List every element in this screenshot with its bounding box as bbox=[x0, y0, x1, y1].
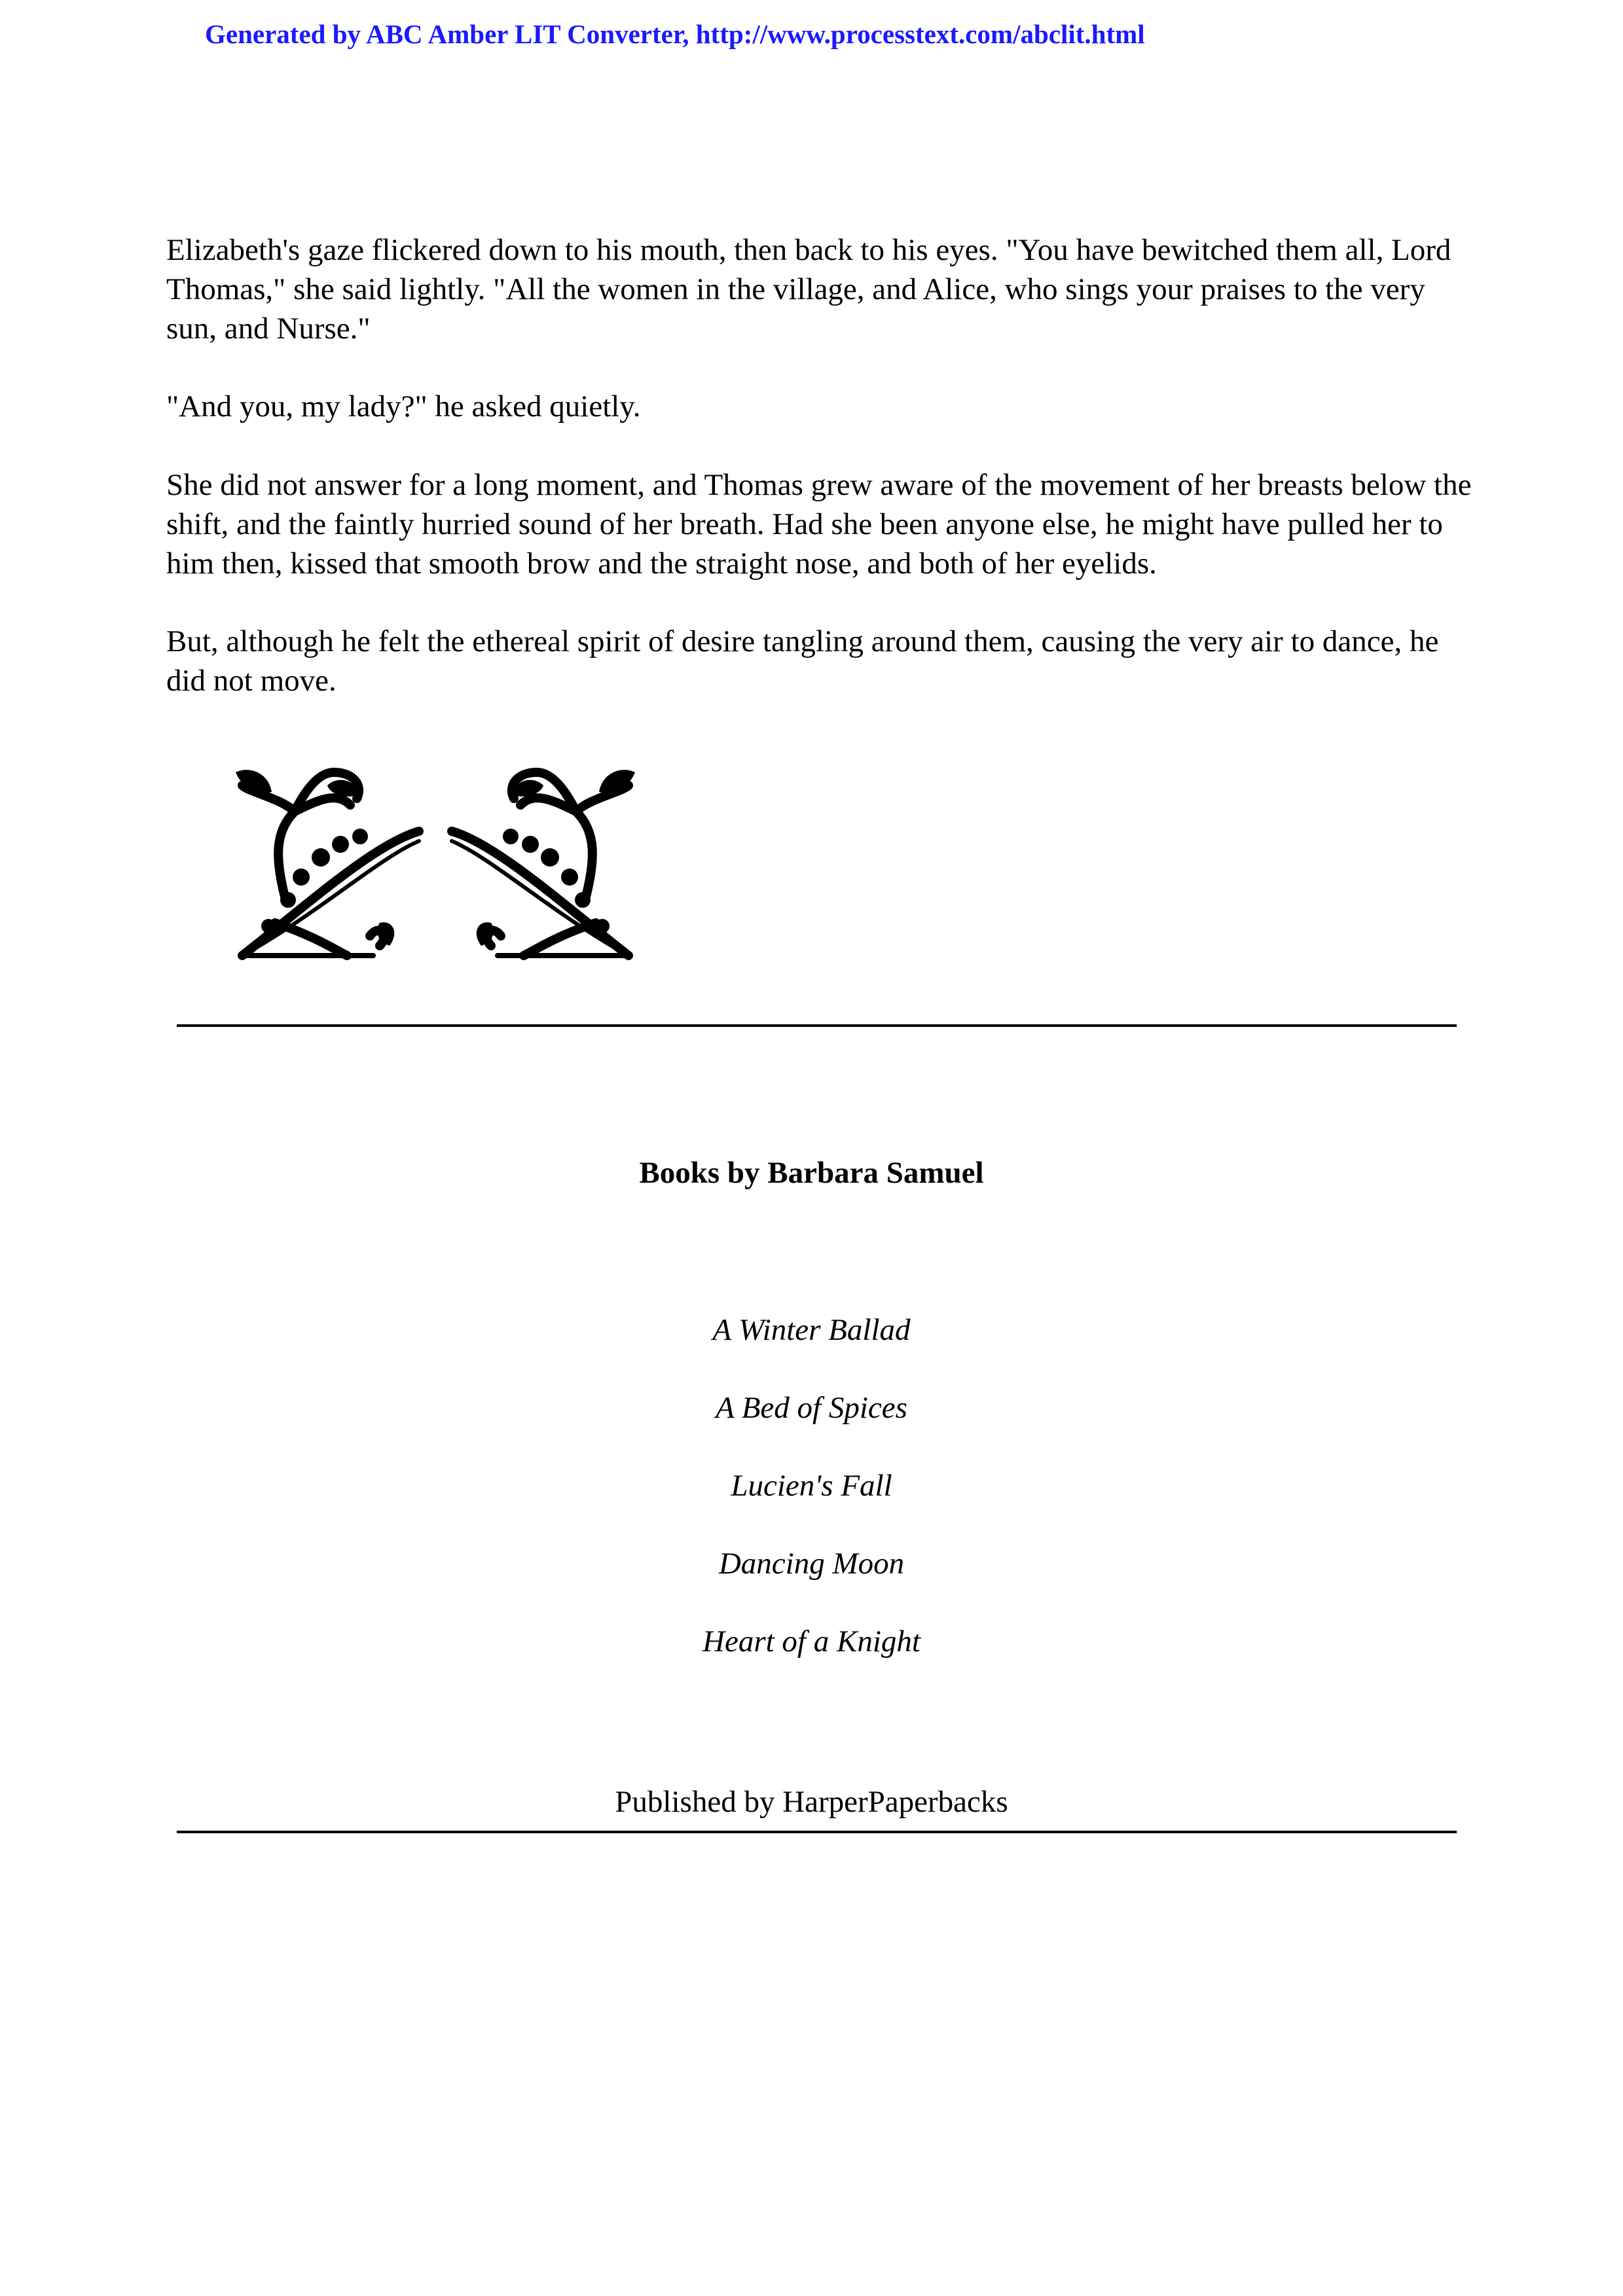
paragraph-2: "And you, my lady?" he asked quietly. bbox=[166, 389, 641, 423]
divider-bottom bbox=[177, 1831, 1457, 1833]
book-title: Lucien's Fall bbox=[731, 1469, 892, 1503]
paragraph-1: Elizabeth's gaze flickered down to his mouth, then back to his eyes. "You have bewitched them all, Lord Thomas," she said lightly. "All the women in the village, and Alice, who sings your praises to the very sun, and Nurse." bbox=[166, 233, 1451, 346]
publisher-line: Published by HarperPaperbacks bbox=[615, 1785, 1008, 1819]
converter-link[interactable]: Generated by ABC Amber LIT Converter, http://www.processtext.com/abclit.html bbox=[205, 19, 1145, 49]
book-title: A Winter Ballad bbox=[712, 1313, 911, 1347]
book-title: A Bed of Spices bbox=[716, 1391, 907, 1425]
book-title: Heart of a Knight bbox=[702, 1624, 921, 1659]
book-title: Dancing Moon bbox=[718, 1547, 905, 1581]
books-heading: Books by Barbara Samuel bbox=[639, 1156, 984, 1190]
paragraph-3: She did not answer for a long moment, and Thomas grew aware of the movement of her breasts below the shift, and the faintly hurried sound of her breath. Had she been anyone else, he might have pulled her to him then, kissed that smooth brow and the straight nose, and both of her eyelids. bbox=[166, 468, 1472, 581]
book-list bbox=[0, 1310, 1623, 1700]
divider-top bbox=[177, 1024, 1457, 1027]
paragraph-4: But, although he felt the ethereal spirit of desire tangling around them, causing the very air to dance, he did not move. bbox=[166, 624, 1439, 698]
floral-ornament-icon bbox=[223, 759, 648, 965]
